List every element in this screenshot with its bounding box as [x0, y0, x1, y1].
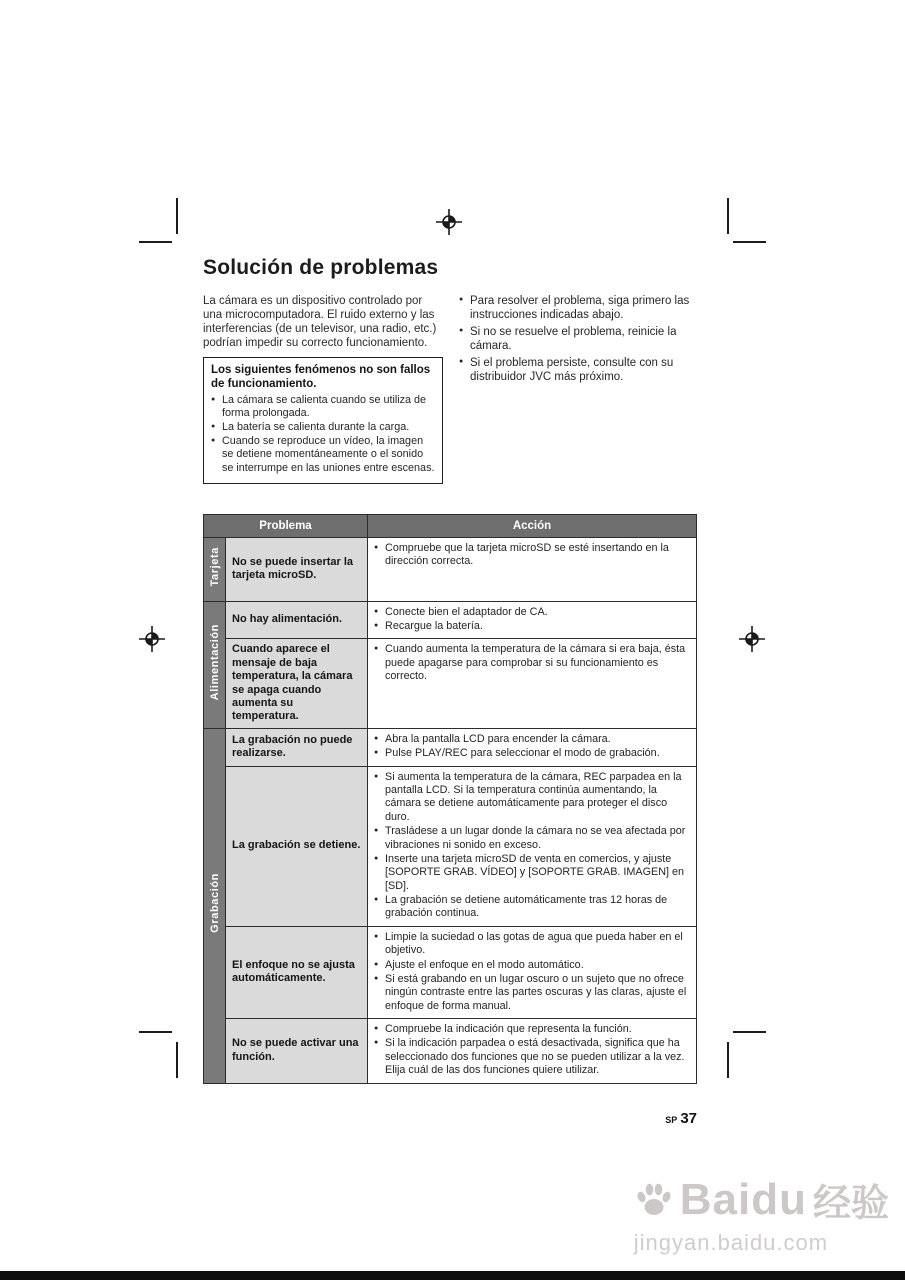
action-cell	[368, 766, 697, 926]
action-bullet-list	[374, 771, 690, 921]
action-bullet-list	[374, 606, 690, 634]
watermark-brand-cn: 经验	[812, 1183, 889, 1225]
group-label-text: Tarjeta	[208, 546, 221, 587]
note-box-title: Los siguientes fenómenos no son fallos de funcionamiento.	[211, 364, 431, 390]
registration-mark-icon	[436, 209, 462, 235]
watermark-url: jingyan.baidu.com	[633, 1230, 829, 1255]
troubleshooting-table-body	[204, 537, 697, 1083]
action-cell	[368, 926, 697, 1018]
intro-section	[203, 294, 697, 484]
action-cell	[368, 601, 697, 639]
baidu-paw-icon	[634, 1180, 674, 1220]
intro-bullet-list	[459, 294, 697, 384]
action-item: ● Limpie la suciedad o las gotas de agua que pueda haber en el objetivo.	[374, 931, 690, 958]
action-item: ● Ajuste el enfoque en el modo automático.	[374, 959, 690, 972]
crop-mark-bottom-right-vertical	[727, 1042, 729, 1078]
registration-mark-icon	[739, 626, 765, 652]
table-row	[204, 1019, 697, 1084]
column-header-accion: Acción	[368, 514, 697, 537]
group-label-text: Alimentación	[208, 624, 221, 701]
problem-cell: La grabación no puede realizarse.	[226, 728, 368, 766]
action-cell	[368, 728, 697, 766]
bullet-item: ● La cámara se calienta cuando se utiliza de forma prolongada.	[211, 394, 435, 420]
crop-mark-top-right-vertical	[727, 198, 729, 234]
group-label-text: Grabación	[208, 873, 221, 934]
page-content	[203, 256, 697, 1128]
troubleshooting-table	[203, 514, 697, 1084]
action-cell	[368, 537, 697, 601]
action-bullet-list	[374, 931, 690, 1013]
baidu-watermark	[634, 1172, 889, 1256]
bullet-item: ● Para resolver el problema, siga primero las instrucciones indicadas abajo.	[459, 294, 697, 322]
table-row	[204, 728, 697, 766]
action-cell	[368, 1019, 697, 1084]
action-item: ● Abra la pantalla LCD para encender la cámara.	[374, 733, 690, 746]
group-label-cell	[204, 601, 226, 728]
crop-mark-bottom-right-horizontal	[733, 1031, 766, 1033]
table-row	[204, 601, 697, 639]
intro-right-column	[459, 294, 697, 484]
problem-cell: No se puede insertar la tarjeta microSD.	[226, 537, 368, 601]
group-label-cell	[204, 537, 226, 601]
watermark-brand-row	[634, 1172, 889, 1227]
action-item: ● Si la indicación parpadea o está desactivada, significa que ha seleccionado dos funciones que no se pueden utilizar a la vez. Elija cuál de las dos funciones quiere utilizar.	[374, 1037, 690, 1077]
table-row	[204, 926, 697, 1018]
action-item: ● Conecte bien el adaptador de CA.	[374, 606, 690, 619]
note-box	[203, 357, 443, 484]
action-item: ● Compruebe la indicación que representa la función.	[374, 1023, 690, 1036]
page-number-prefix: SP	[665, 1114, 678, 1125]
bullet-item: ● La batería se calienta durante la carga.	[211, 421, 435, 434]
table-row	[204, 537, 697, 601]
action-cell	[368, 639, 697, 728]
action-bullet-list	[374, 542, 690, 569]
bullet-item: ● Si el problema persiste, consulte con su distribuidor JVC más próximo.	[459, 356, 697, 384]
table-row	[204, 639, 697, 728]
note-bullet-list	[211, 394, 435, 475]
page-number-value: 37	[680, 1109, 697, 1127]
action-item: ● Pulse PLAY/REC para seleccionar el modo de grabación.	[374, 747, 690, 760]
problem-cell: No hay alimentación.	[226, 601, 368, 639]
action-item: ● Si está grabando en un lugar oscuro o un sujeto que no ofrece ningún contraste entre las partes oscuras y las claras, ajuste el enfoque de forma manual.	[374, 973, 690, 1013]
problem-cell: No se puede activar una función.	[226, 1019, 368, 1084]
action-item: ● Inserte una tarjeta microSD de venta en comercios, y ajuste [SOPORTE GRAB. VÍDEO] y [SOPORTE GRAB. IMAGEN] en [SD].	[374, 853, 690, 893]
problem-cell: Cuando aparece el mensaje de baja temperatura, la cámara se apaga cuando aumenta su temperatura.	[226, 639, 368, 728]
crop-mark-top-left-vertical	[176, 198, 178, 234]
action-bullet-list	[374, 1023, 690, 1078]
column-header-problema: Problema	[204, 514, 368, 537]
action-item: ● Trasládese a un lugar donde la cámara no se vea afectada por vibraciones ni sonido en exceso.	[374, 825, 690, 852]
group-label-cell	[204, 728, 226, 1083]
problem-cell: El enfoque no se ajusta automáticamente.	[226, 926, 368, 1018]
action-bullet-list	[374, 643, 690, 683]
action-item: ● Recargue la batería.	[374, 620, 690, 633]
intro-paragraph: La cámara es un dispositivo controlado por una microcomputadora. El ruido externo y las interferencias (de un televisor, una radio, etc.) podrían impedir su correcto funcionamiento.	[203, 295, 437, 350]
action-item: ● Si aumenta la temperatura de la cámara, REC parpadea en la pantalla LCD. Si la temperatura continúa aumentando, la cámara se detiene automáticamente para proteger el disco duro.	[374, 771, 690, 825]
action-item: ● La grabación se detiene automáticamente tras 12 horas de grabación continua.	[374, 894, 690, 921]
watermark-brand: Baidu	[679, 1174, 807, 1224]
crop-mark-bottom-left-horizontal	[139, 1031, 172, 1033]
bullet-item: ● Si no se resuelve el problema, reinicie la cámara.	[459, 325, 697, 353]
page-title: Solución de problemas	[203, 256, 439, 279]
registration-mark-icon	[139, 626, 165, 652]
action-bullet-list	[374, 733, 690, 761]
crop-mark-bottom-left-vertical	[176, 1042, 178, 1078]
crop-mark-top-left-horizontal	[139, 241, 172, 243]
page-number	[203, 1110, 697, 1128]
table-header-row	[204, 514, 697, 537]
page-bottom-edge	[0, 1271, 905, 1280]
problem-cell: La grabación se detiene.	[226, 766, 368, 926]
bullet-item: ● Cuando se reproduce un vídeo, la imagen se detiene momentáneamente o el sonido se interrumpe en las uniones entre escenas.	[211, 435, 435, 475]
action-item: ● Cuando aumenta la temperatura de la cámara si era baja, ésta puede apagarse para comprobar si su funcionamiento es correcto.	[374, 643, 690, 683]
intro-left-column	[203, 294, 443, 484]
table-row	[204, 766, 697, 926]
action-item: ● Compruebe que la tarjeta microSD se esté insertando en la dirección correcta.	[374, 542, 690, 569]
crop-mark-top-right-horizontal	[733, 241, 766, 243]
